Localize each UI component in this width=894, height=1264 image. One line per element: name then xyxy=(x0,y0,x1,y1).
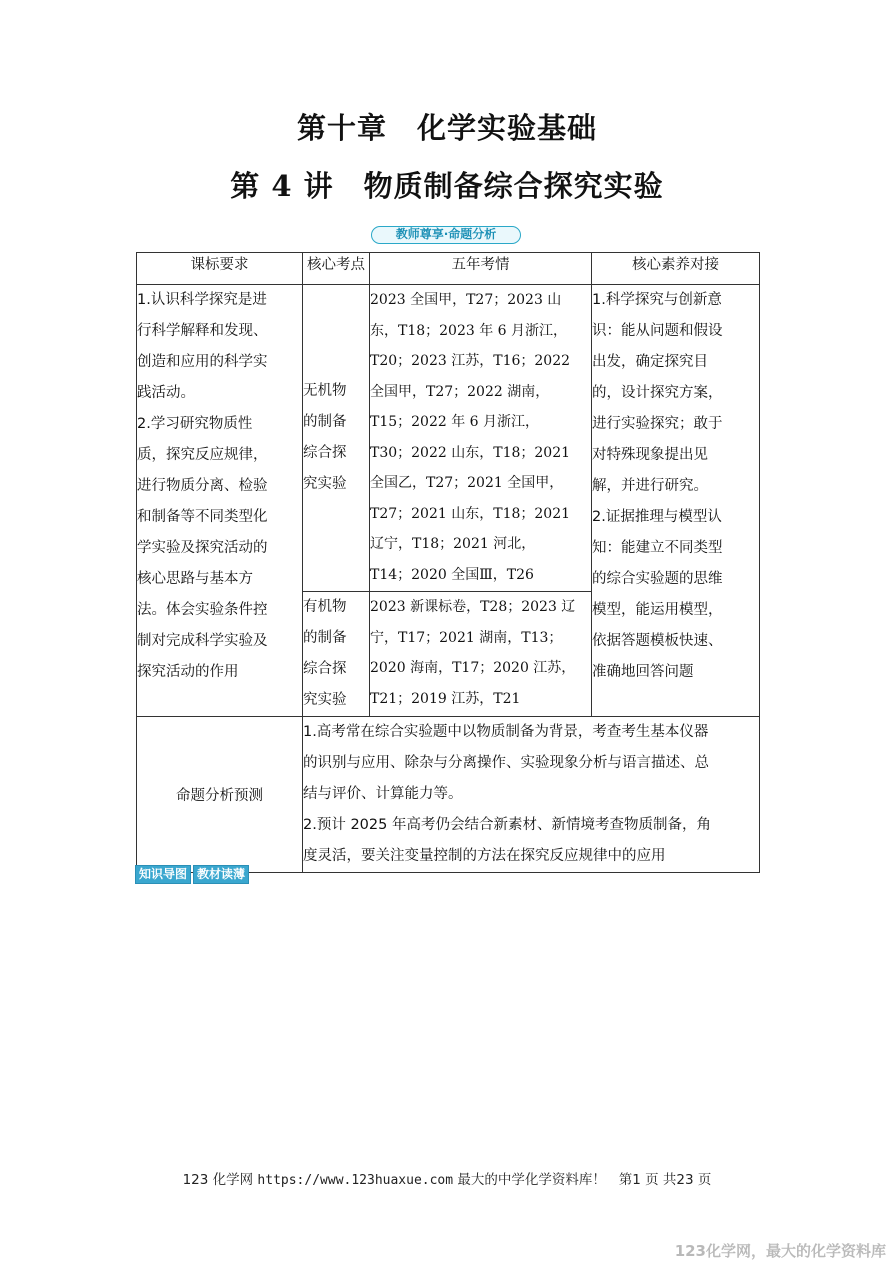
text-line: 全国乙，T27；2021 全国甲， xyxy=(370,475,564,491)
text-line: T15；2022 年 6 月浙江， xyxy=(370,414,540,430)
text-line: 2020 海南，T17；2020 江苏， xyxy=(370,660,576,676)
table-header-row xyxy=(137,253,760,285)
text-line: 综合探 xyxy=(303,445,347,461)
text-line: 究实验 xyxy=(303,476,347,492)
text-line: 东，T18；2023 年 6 月浙江， xyxy=(370,322,568,339)
footer-site: 123 化学网 xyxy=(182,1172,254,1188)
years-inorganic xyxy=(370,285,592,592)
text-line: T30；2022 山东，T18；2021 xyxy=(370,444,571,461)
text-line: 准确地回答问题 xyxy=(592,664,694,680)
lesson-title xyxy=(0,164,894,205)
text-line: 识：能从问题和假设 xyxy=(592,323,723,339)
text-line: 学实验及探究活动的 xyxy=(137,540,268,556)
text-line: 辽宁，T18；2021 河北， xyxy=(370,536,536,552)
teacher-badge: 教师尊享·命题分析 xyxy=(371,226,521,244)
footer-slogan: 最大的中学化学资料库！ xyxy=(457,1172,606,1188)
text-line: 核心思路与基本方 xyxy=(137,571,253,587)
text-line: 结与评价、计算能力等。 xyxy=(303,786,463,802)
text-line: 质，探究反应规律， xyxy=(137,447,268,463)
text-line: 度灵活，要关注变量控制的方法在探究反应规律中的应用 xyxy=(303,848,666,864)
text-line: 2.预计 2025 年高考仍会结合新素材、新情境考查物质制备，角 xyxy=(303,817,711,833)
text-line: 依据答题模板快速、 xyxy=(592,633,723,649)
text-line: 2.证据推理与模型认 xyxy=(592,509,722,525)
text-line: 知：能建立不同类型 xyxy=(592,540,723,556)
page-footer xyxy=(0,1168,894,1188)
text-line: 的，设计探究方案， xyxy=(592,385,723,401)
tag-textbook-thin[interactable]: 教材读薄 xyxy=(193,865,249,884)
text-line: 的制备 xyxy=(303,414,347,430)
chapter-title: 第十章 化学实验基础 xyxy=(296,111,597,145)
text-line: 究实验 xyxy=(303,692,347,708)
text-line: 综合探 xyxy=(303,661,347,677)
topic-organic xyxy=(303,592,370,717)
text-line: 1.高考常在综合实验题中以物质制备为背景，考查考生基本仪器 xyxy=(303,724,709,740)
text-line: 2023 全国甲，T27；2023 山 xyxy=(370,292,562,308)
text-line: 和制备等不同类型化 xyxy=(137,509,268,525)
header-literacy: 核心素养对接 xyxy=(592,253,760,285)
text-line: T14；2020 全国Ⅲ，T26 xyxy=(370,566,534,583)
text-line: 的制备 xyxy=(303,630,347,646)
lesson-number: 第 4 讲 xyxy=(230,169,334,203)
text-line: 全国甲，T27；2022 湖南， xyxy=(370,383,550,400)
text-line: 的识别与应用、除杂与分离操作、实验现象分析与语言描述、总 xyxy=(303,755,709,771)
topic-inorganic xyxy=(303,285,370,592)
header-topics: 核心考点 xyxy=(303,253,370,285)
requirements-cell xyxy=(137,285,303,717)
text-line: T27；2021 山东，T18；2021 xyxy=(370,505,571,522)
header-requirements: 课标要求 xyxy=(137,253,303,285)
header-years: 五年考情 xyxy=(370,253,592,285)
text-line: 解，并进行研究。 xyxy=(592,478,708,494)
text-line: 2.学习研究物质性 xyxy=(137,416,253,432)
years-organic xyxy=(370,592,592,717)
footer-page: 第1 页 共23 页 xyxy=(618,1172,712,1188)
text-line: 对特殊现象提出见 xyxy=(592,447,708,463)
text-line: 创造和应用的科学实 xyxy=(137,354,268,370)
analysis-table xyxy=(136,252,760,873)
text-line: 2023 新课标卷，T28；2023 辽 xyxy=(370,599,576,615)
text-line: 宁，T17；2021 湖南，T13； xyxy=(370,629,563,646)
lesson-name: 物质制备综合探究实验 xyxy=(363,169,664,203)
section-tags xyxy=(135,865,249,883)
text-line: 有机物 xyxy=(303,599,347,615)
text-line: 1.科学探究与创新意 xyxy=(592,292,722,308)
text-line: 出发，确定探究目 xyxy=(592,354,708,370)
watermark: 123化学网，最大的化学资料库 xyxy=(674,1242,886,1260)
text-line: 1.认识科学探究是进 xyxy=(137,292,267,308)
text-line: 行科学解释和发现、 xyxy=(137,323,268,339)
forecast-label: 命题分析预测 xyxy=(137,717,303,873)
footer-url[interactable]: https://www.123huaxue.com xyxy=(257,1173,454,1188)
text-line: 法。体会实验条件控 xyxy=(137,602,268,618)
text-line: T21；2019 江苏，T21 xyxy=(370,690,521,707)
forecast-cell xyxy=(303,717,760,873)
text-line: 进行物质分离、检验 xyxy=(137,478,268,494)
tag-knowledge-map[interactable]: 知识导图 xyxy=(135,865,191,884)
literacy-cell xyxy=(592,285,760,717)
text-line: 探究活动的作用 xyxy=(137,664,239,680)
text-line: 无机物 xyxy=(303,383,347,399)
text-line: 制对完成科学实验及 xyxy=(137,633,268,649)
text-line: 的综合实验题的思维 xyxy=(592,571,723,587)
text-line: 模型，能运用模型， xyxy=(592,602,723,618)
text-line: 进行实验探究；敢于 xyxy=(592,416,723,432)
text-line: T20；2023 江苏，T16；2022 xyxy=(370,353,571,369)
text-line: 践活动。 xyxy=(137,385,195,401)
